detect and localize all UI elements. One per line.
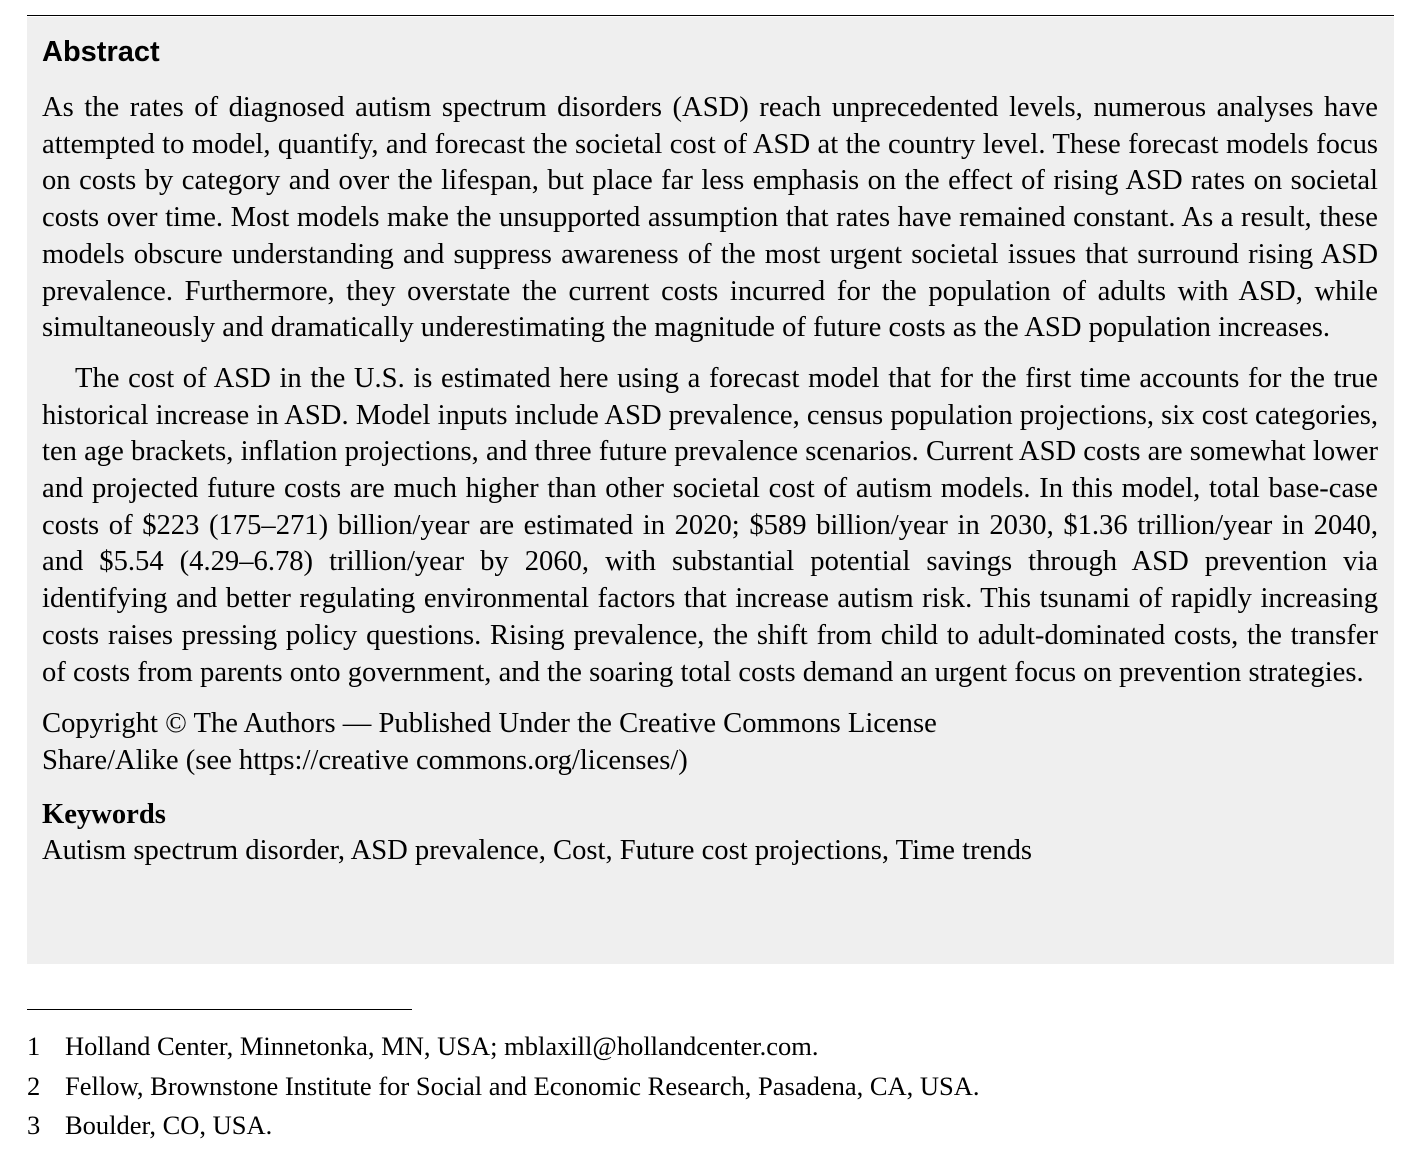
footnote-number: 3	[27, 1110, 41, 1140]
footnote-text: Fellow, Brownstone Institute for Social and Economic Research, Pasadena, CA, USA.	[65, 1070, 980, 1101]
footnote-1	[27, 1027, 1394, 1067]
footnote-number: 1	[27, 1031, 41, 1061]
keywords-list: Autism spectrum disorder, ASD prevalence, Cost, Future cost projections, Time trends	[42, 835, 1032, 867]
abstract-box	[27, 17, 1394, 964]
footnotes	[27, 1027, 1394, 1146]
footnote-number: 2	[27, 1070, 41, 1101]
footnote-3	[27, 1106, 1394, 1146]
footnote-text: Holland Center, Minnetonka, MN, USA; mblaxill@hollandcenter.com.	[65, 1031, 819, 1061]
abstract-heading: Abstract	[42, 36, 160, 68]
footnote-rule	[27, 1009, 412, 1010]
top-rule	[27, 15, 1394, 16]
abstract-paragraph-1: As the rates of diagnosed autism spectrum disorders (ASD) reach unprecedented levels, numerous analyses have attempted to model, quantify, and forecast the societal cost of ASD at the country level. These forecast models focus on costs by category and over the lifespan, but place far less emphasis on the effect of rising ASD rates on societal costs over time. Most models make the unsupported assumption that rates have remained constant. As a result, these models obscure understanding and suppress awareness of the most urgent societal issues that surround rising ASD prevalence. Furthermore, they overstate the current costs incurred for the population of adults with ASD, while simultaneously and dramatically underestimating the magnitude of future costs as the ASD population increases.	[42, 92, 1378, 344]
abstract-paragraph-2: The cost of ASD in the U.S. is estimated here using a forecast model that for the first time accounts for the true historical increase in ASD. Model inputs include ASD prevalence, census population projections, six cost categories, ten age brackets, inflation projections, and three future prevalence scenarios. Current ASD costs are somewhat lower and projected future costs are much higher than other societal cost of autism models. In this model, total base-case costs of $223 (175–271) billion/year are estimated in 2020; $589 billion/year in 2030, $1.36 trillion/year in 2040, and $5.54 (4.29–6.78) trillion/year by 2060, with substantial potential savings through ASD prevention via identifying and better regulating environmental factors that increase autism risk. This tsunami of rapidly increasing costs raises pressing policy questions. Rising prevalence, the shift from child to adult-dominated costs, the transfer of costs from parents onto government, and the soaring total costs demand an urgent focus on prevention strategies.	[42, 362, 1378, 688]
keywords-heading: Keywords	[42, 798, 166, 830]
copyright-notice	[42, 706, 1378, 779]
copyright-line-2: Share/Alike (see https://creative commons.org/licenses/)	[42, 744, 688, 776]
footnote-text: Boulder, CO, USA.	[65, 1110, 273, 1140]
copyright-line-1: Copyright © The Authors — Published Under the Creative Commons License	[42, 708, 937, 740]
footnote-2	[27, 1067, 1394, 1107]
